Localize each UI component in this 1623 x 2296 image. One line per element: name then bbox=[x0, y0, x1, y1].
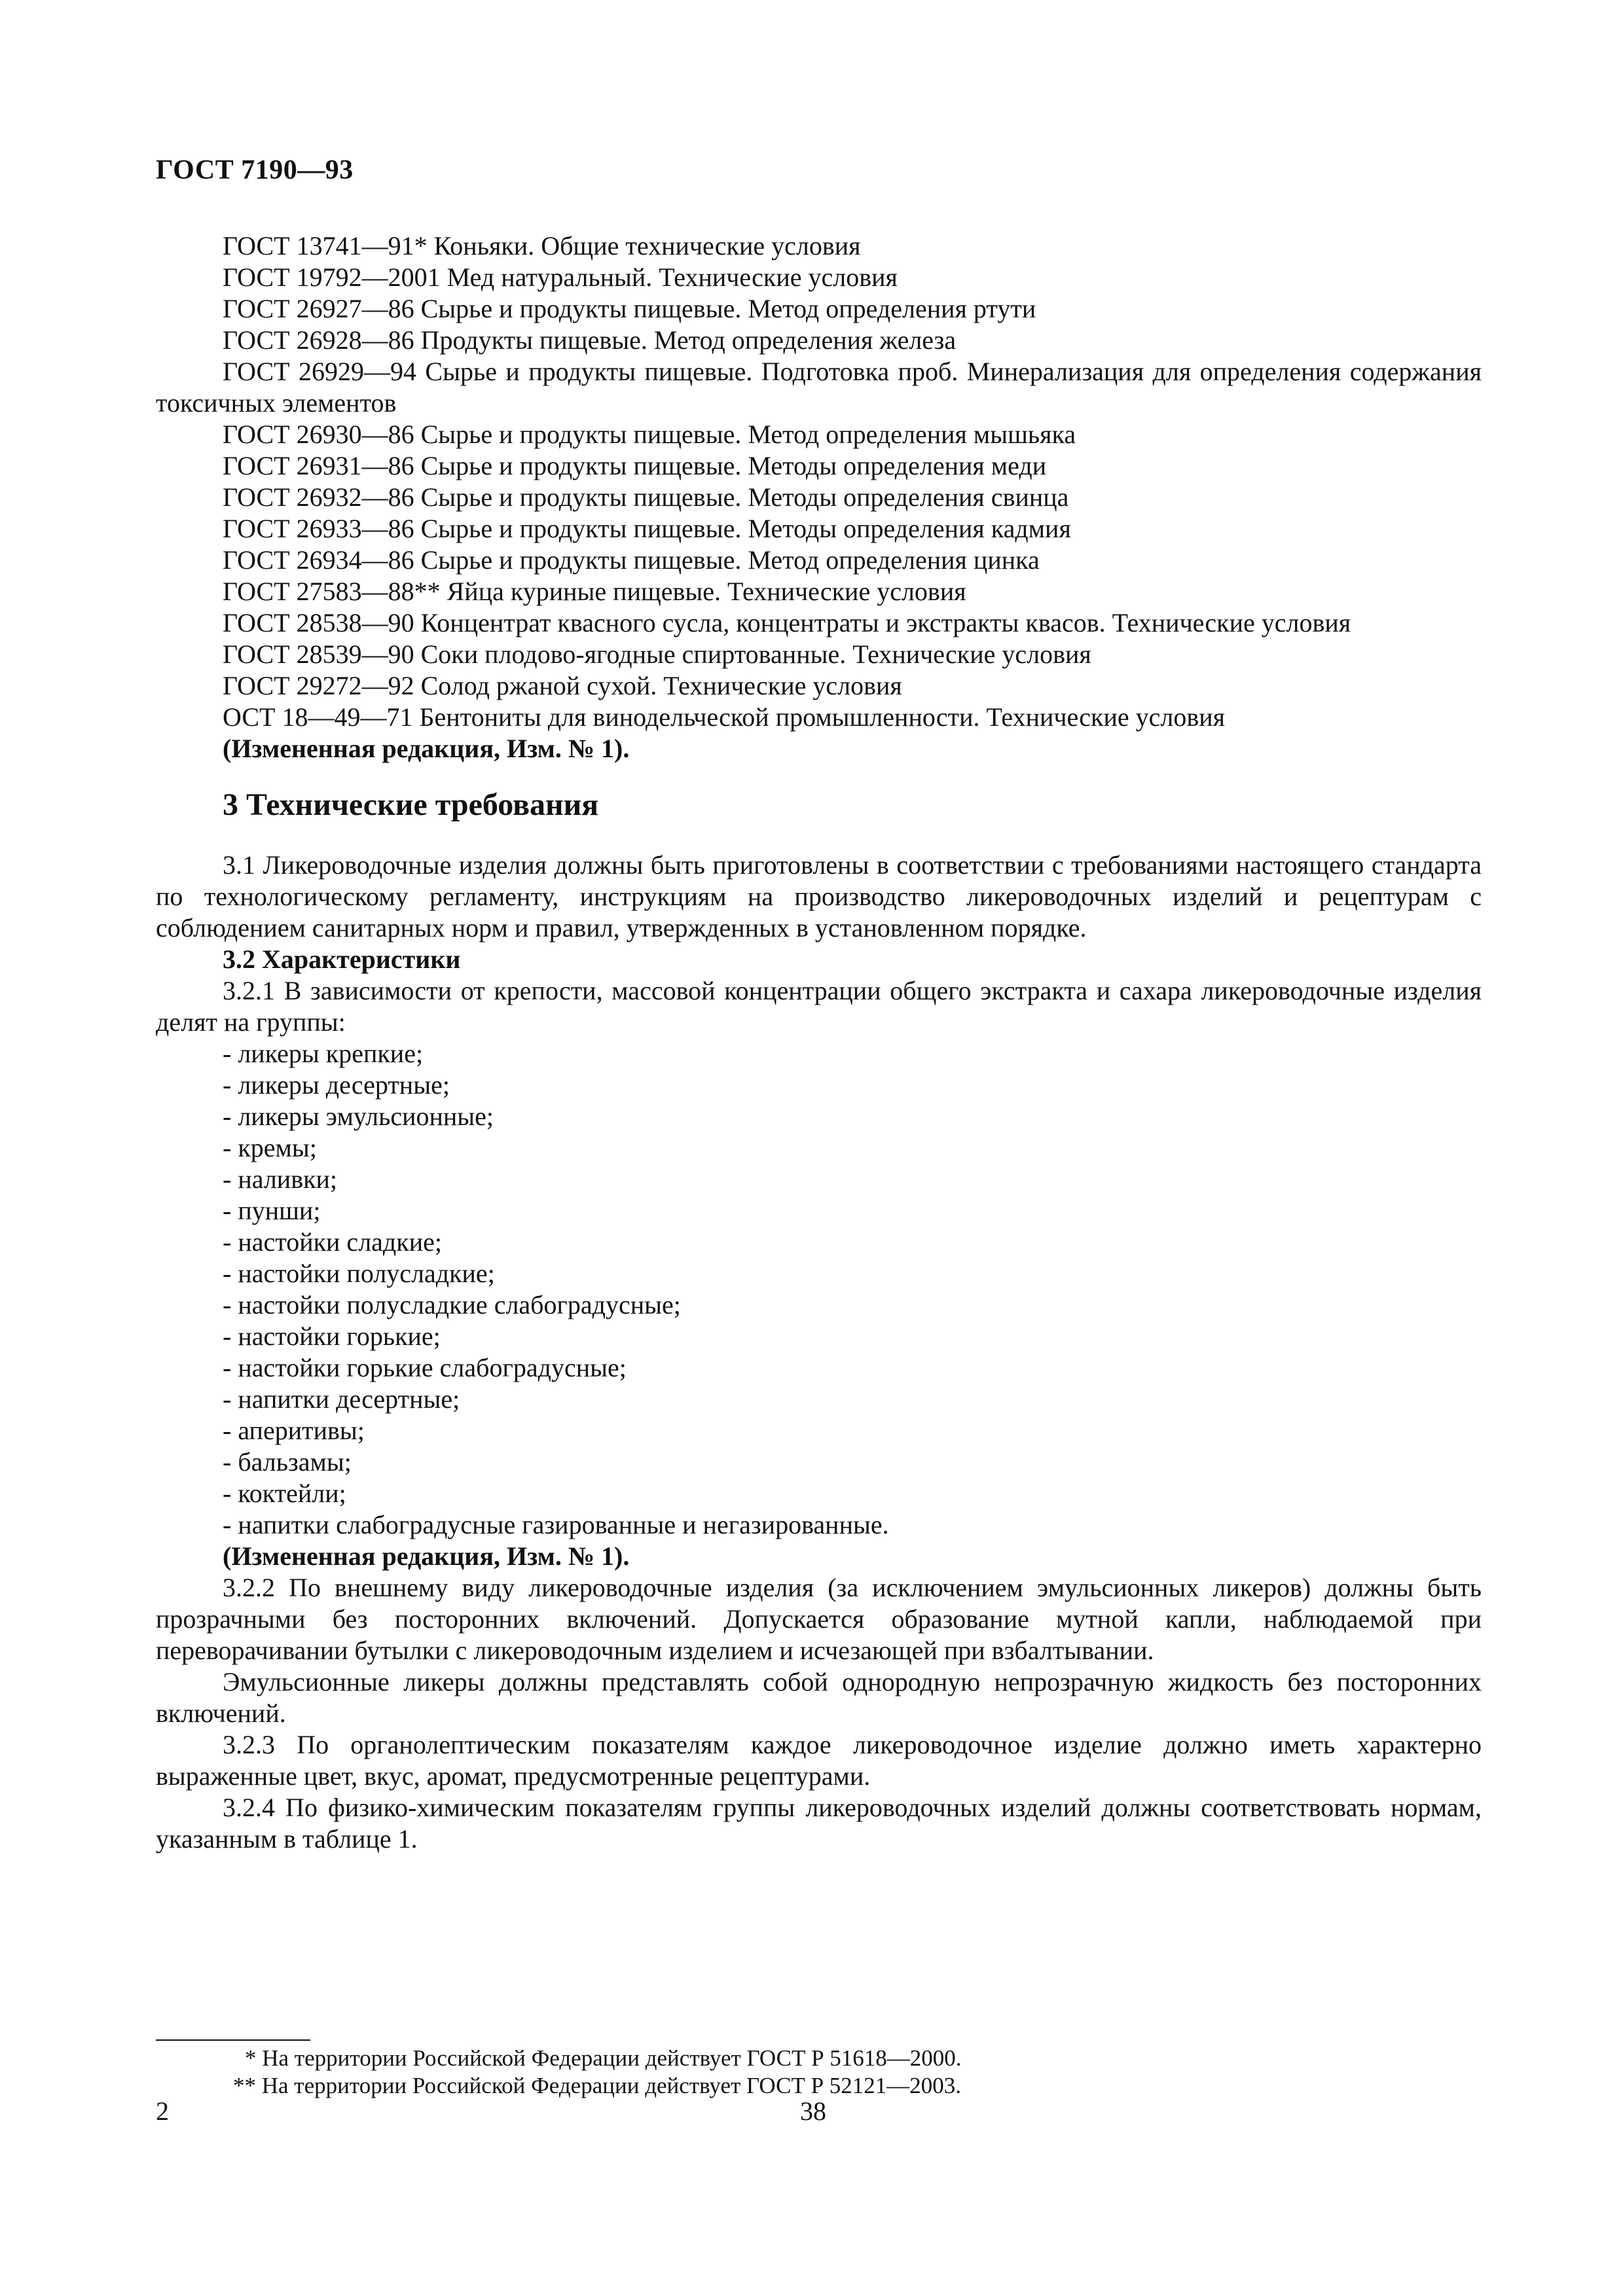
reference-item: ГОСТ 28539—90 Соки плодово-ягодные спиртованные. Технические условия bbox=[223, 639, 1091, 669]
list-item: - бальзамы; bbox=[223, 1447, 352, 1477]
reference-item: ГОСТ 26934—86 Сырье и продукты пищевые. Метод определения цинка bbox=[223, 545, 1040, 575]
page-number-left: 2 bbox=[156, 2096, 169, 2126]
reference-item: ГОСТ 26932—86 Сырье и продукты пищевые. Методы определения свинца bbox=[223, 482, 1069, 512]
reference-item: ГОСТ 19792—2001 Мед натуральный. Технические условия bbox=[223, 262, 898, 292]
list-item: - ликеры эмульсионные; bbox=[223, 1102, 494, 1131]
footnote-item: * На территории Российской Федерации действует ГОСТ Р 51618—2000. bbox=[245, 2045, 962, 2071]
section-title: 3 Технические требования bbox=[223, 787, 599, 822]
footnotes bbox=[156, 2045, 1482, 2100]
document-body bbox=[156, 230, 1482, 1855]
subsection-title: 3.2 Характеристики bbox=[223, 944, 461, 974]
list-item: - настойки горькие; bbox=[223, 1321, 441, 1351]
list-item: - коктейли; bbox=[223, 1479, 346, 1508]
reference-item: ГОСТ 26927—86 Сырье и продукты пищевые. Метод определения ртути bbox=[223, 294, 1036, 323]
reference-item: ГОСТ 26933—86 Сырье и продукты пищевые. Методы определения кадмия bbox=[223, 514, 1071, 543]
paragraph-3-1: 3.1 Ликероводочные изделия должны быть приготовлены в соответствии с требованиями настоящего стандарта по технологическому регламенту, инструкциям на производство ликероводочных изделий и рецептурам с соблюдением санитарных норм и правил, утвержденных в установленном порядке. bbox=[156, 850, 1482, 942]
list-item: - настойки полусладкие; bbox=[223, 1259, 495, 1288]
list-item: - ликеры крепкие; bbox=[223, 1039, 424, 1068]
reference-item: ГОСТ 28538—90 Концентрат квасного сусла, концентраты и экстракты квасов. Технические условия bbox=[223, 608, 1351, 637]
paragraph-3-2-1: 3.2.1 В зависимости от крепости, массовой концентрации общего экстракта и сахара ликероводочные изделия делят на группы: bbox=[156, 976, 1482, 1037]
list-item: - ликеры десертные; bbox=[223, 1070, 450, 1100]
amendment-note: (Измененная редакция, Изм. № 1). bbox=[223, 1541, 630, 1571]
paragraph-3-2-2: 3.2.2 По внешнему виду ликероводочные изделия (за исключением эмульсионных ликеров) должны быть прозрачными без посторонних включений. Допускается образование мутной капли, наблюдаемой при переворачивании бутылки с ликероводочным изделием и исчезающей при взбалтывании. bbox=[156, 1573, 1482, 1665]
list-item: - пунши; bbox=[223, 1196, 321, 1225]
footnote-item: ** На территории Российской Федерации действует ГОСТ Р 52121—2003. bbox=[233, 2073, 962, 2098]
page-number-center: 38 bbox=[800, 2096, 826, 2126]
amendment-note: (Измененная редакция, Изм. № 1). bbox=[223, 734, 630, 763]
reference-item: ОСТ 18—49—71 Бентониты для винодельческой промышленности. Технические условия bbox=[223, 702, 1226, 732]
list-item: - настойки горькие слабоградусные; bbox=[223, 1353, 627, 1382]
list-item: - настойки полусладкие слабоградусные; bbox=[223, 1290, 681, 1319]
list-item: - кремы; bbox=[223, 1133, 317, 1162]
document-header: ГОСТ 7190—93 bbox=[156, 155, 354, 185]
list-item: - напитки слабоградусные газированные и негазированные. bbox=[223, 1510, 889, 1539]
paragraph-3-2-3: 3.2.3 По органолептическим показателям каждое ликероводочное изделие должно иметь характерно выраженные цвет, вкус, аромат, предусмотренные рецептурами. bbox=[156, 1730, 1482, 1791]
reference-item: ГОСТ 29272—92 Солод ржаной сухой. Технические условия bbox=[223, 671, 902, 700]
reference-item: ГОСТ 26930—86 Сырье и продукты пищевые. Метод определения мышьяка bbox=[223, 420, 1076, 449]
reference-item: ГОСТ 13741—91* Коньяки. Общие технические условия bbox=[223, 231, 861, 260]
reference-item: ГОСТ 27583—88** Яйца куриные пищевые. Технические условия bbox=[223, 577, 966, 606]
list-item: - аперитивы; bbox=[223, 1416, 365, 1445]
reference-item: ГОСТ 26931—86 Сырье и продукты пищевые. Методы определения меди bbox=[223, 451, 1047, 480]
reference-item: ГОСТ 26928—86 Продукты пищевые. Метод определения железа bbox=[223, 325, 957, 355]
reference-item: ГОСТ 26929—94 Сырье и продукты пищевые. Подготовка проб. Минерализация для определения содержания токсичных элементов bbox=[156, 357, 1482, 418]
list-item: - наливки; bbox=[223, 1164, 338, 1194]
list-item: - настойки сладкие; bbox=[223, 1227, 442, 1257]
paragraph-emulsion: Эмульсионные ликеры должны представлять собой однородную непрозрачную жидкость без посторонних включений. bbox=[156, 1667, 1482, 1728]
footnote-divider bbox=[156, 2039, 310, 2041]
paragraph-3-2-4: 3.2.4 По физико-химическим показателям группы ликероводочных изделий должны соответствовать нормам, указанным в таблице 1. bbox=[156, 1793, 1482, 1854]
list-item: - напитки десертные; bbox=[223, 1384, 460, 1414]
